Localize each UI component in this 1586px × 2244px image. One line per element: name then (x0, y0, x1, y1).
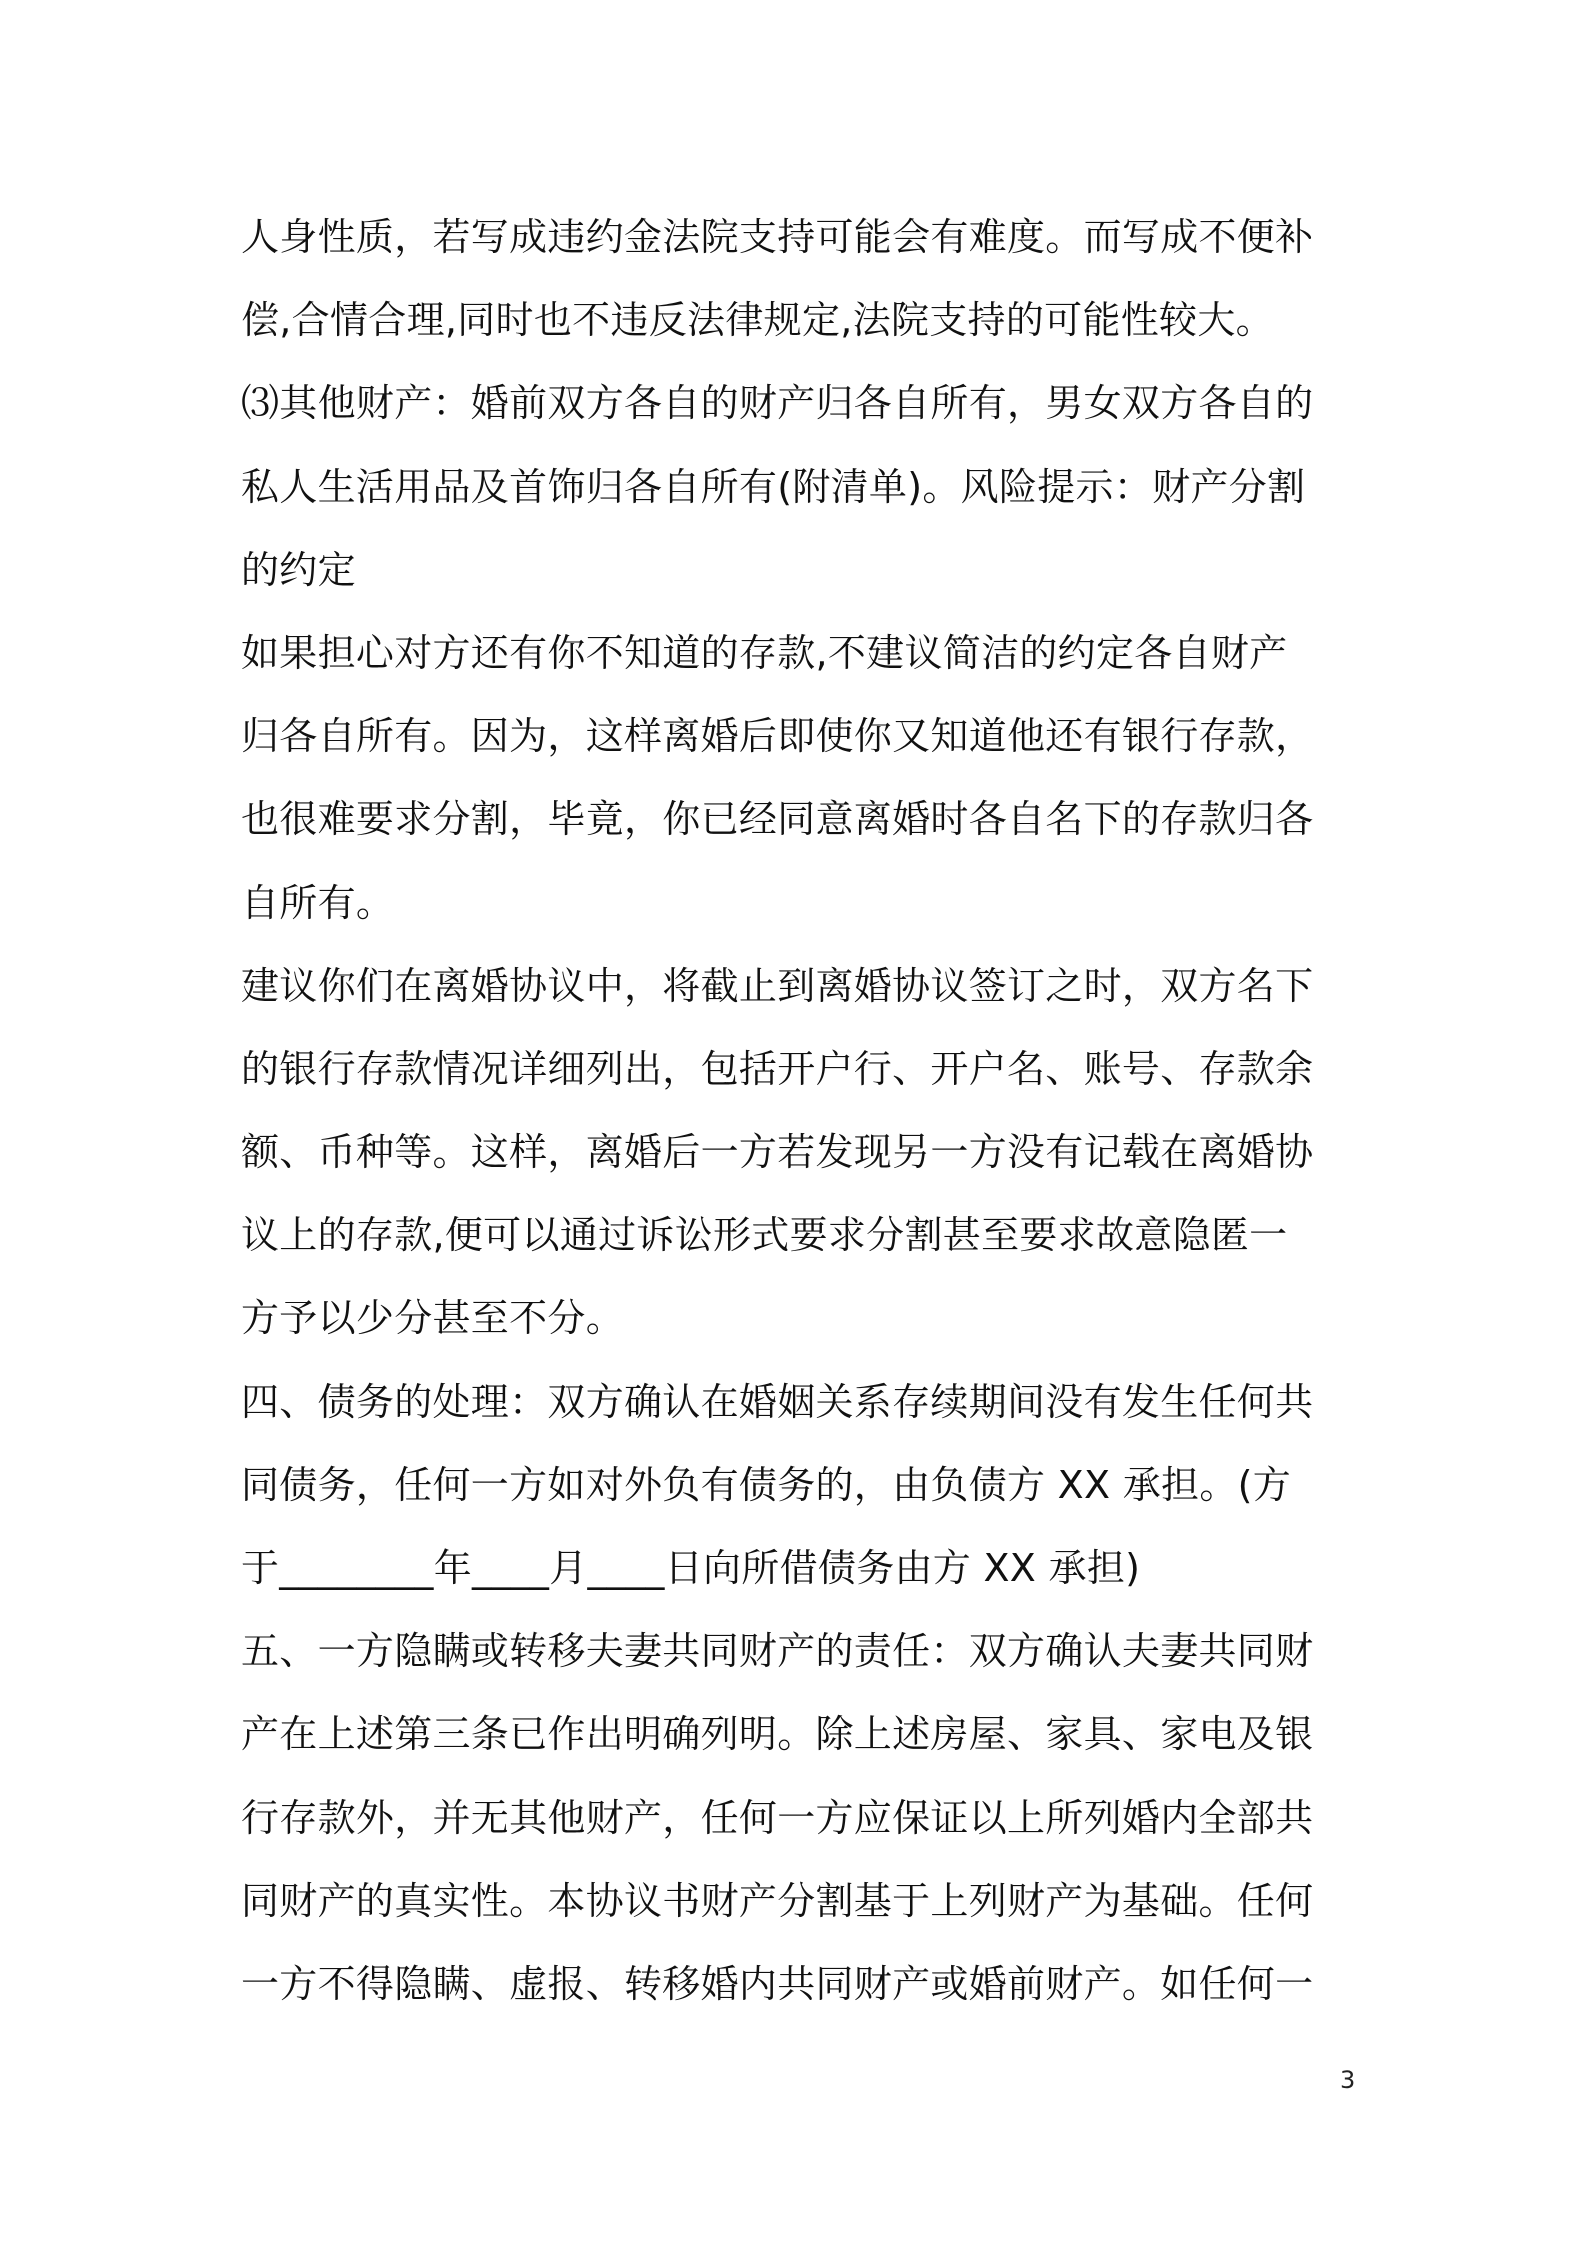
text-line: 偿,合情合理,同时也不违反法律规定,法院支持的可能性较大。 (241, 298, 1274, 343)
text-line: 五、一方隐瞒或转移夫妻共同财产的责任：双方确认夫妻共同财 (241, 1629, 1314, 1674)
text-line: 议上的存款,便可以通过诉讼形式要求分割甚至要求故意隐匿一 (241, 1213, 1288, 1258)
text-line: 同债务，任何一方如对外负有债务的，由负债方 XX 承担。(方 (241, 1462, 1292, 1507)
text-line: 额、币种等。这样，离婚后一方若发现另一方没有记载在离婚协 (241, 1130, 1314, 1175)
text-line: 产在上述第三条已作出明确列明。除上述房屋、家具、家电及银 (241, 1712, 1314, 1757)
text-line: 同财产的真实性。本协议书财产分割基于上列财产为基础。任何 (241, 1878, 1314, 1923)
text-line: 的银行存款情况详细列出，包括开户行、开户名、账号、存款余 (241, 1046, 1314, 1091)
text-line: 一方不得隐瞒、虚报、转移婚内共同财产或婚前财产。如任何一 (241, 1961, 1314, 2006)
text-line: 四、债务的处理：双方确认在婚姻关系存续期间没有发生任何共 (241, 1379, 1314, 1424)
text-line: 私人生活用品及首饰归各自所有(附清单)。风险提示：财产分割 (241, 464, 1306, 509)
text-line: 归各自所有。因为，这样离婚后即使你又知道他还有银行存款， (241, 714, 1314, 759)
text-line: 也很难要求分割，毕竟，你已经同意离婚时各自名下的存款归各 (241, 797, 1314, 842)
text-line: 的约定 (241, 547, 356, 592)
text-line: 自所有。 (241, 880, 395, 925)
text-line: 于________年____月____日向所借债务由方 XX 承担) (241, 1546, 1141, 1590)
text-line: 行存款外，并无其他财产，任何一方应保证以上所列婚内全部共 (241, 1795, 1314, 1840)
text-line: 人身性质，若写成违约金法院支持可能会有难度。而写成不便补 (241, 215, 1314, 259)
document-body (241, 196, 1361, 2026)
text-line: 建议你们在离婚协议中，将截止到离婚协议签订之时，双方名下 (241, 963, 1314, 1008)
page-number: 3 (1340, 2066, 1356, 2094)
text-line: ⑶其他财产：婚前双方各自的财产归各自所有，男女双方各自的 (241, 381, 1314, 426)
text-line: 如果担心对方还有你不知道的存款,不建议简洁的约定各自财产 (241, 630, 1288, 675)
text-line: 方予以少分甚至不分。 (241, 1296, 625, 1341)
